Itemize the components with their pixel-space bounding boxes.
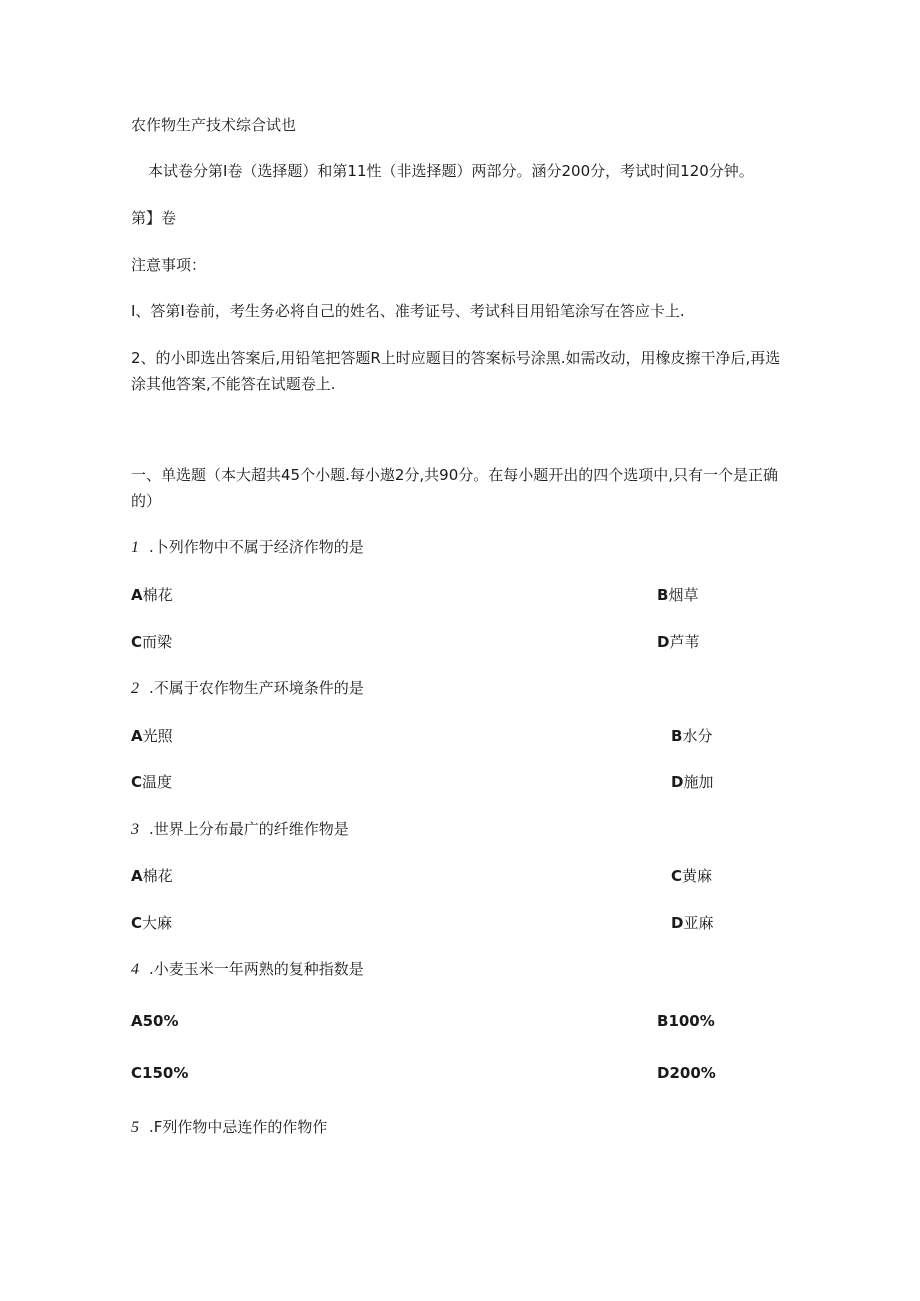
option-text: 而梁 [142, 633, 173, 651]
option-text: 光照 [142, 727, 173, 745]
option-letter: D [657, 633, 670, 651]
option-d [657, 632, 699, 652]
option-letter: D [657, 1064, 670, 1082]
option-text: 水分 [682, 727, 713, 745]
question-text: .不属于农作物生产环境条件的是 [149, 679, 364, 697]
option-c [131, 772, 172, 792]
option-text: 棉花 [142, 867, 173, 885]
question-text: .卜列作物中不属于经济作物的是 [149, 538, 364, 556]
option-d [671, 772, 713, 792]
option-text: 芦苇 [669, 633, 700, 651]
option-letter: A [131, 727, 143, 745]
option-c [131, 632, 172, 652]
option-text: 棉花 [142, 586, 173, 604]
option-letter: A [131, 1012, 143, 1030]
option-b [671, 726, 712, 746]
exam-intro: 本试卷分第I卷（选择题）和第11性（非选择题）两部分。涵分200分，考试时间120分钟。 [148, 162, 754, 180]
document-title: 农作物生产技术综合试也 [131, 116, 297, 134]
notice-item-1: I、答第I卷前，考生务必将自己的姓名、准考证号、考试科目用铅笔涂写在答应卡上. [131, 302, 685, 320]
option-text: 大麻 [142, 914, 173, 932]
question-text: .小麦玉米一年两熟的复种指数是 [149, 960, 364, 978]
option-letter: B [657, 1012, 669, 1030]
option-a [131, 585, 173, 605]
question-number: 3 [131, 821, 139, 838]
option-letter: C [131, 633, 143, 651]
question-number: 4 [131, 961, 139, 978]
option-letter: D [671, 773, 684, 791]
question-3 [131, 819, 349, 840]
notice-item-2: 2、的小即选出答案后,用铅笔把答题R上时应题目的答案标号涂黑.如需改动，用橡皮擦干净后,再选涂其他答案,不能答在试题卷上. [131, 349, 781, 393]
option-c [131, 1063, 188, 1083]
option-d [671, 913, 713, 933]
option-b [657, 585, 698, 605]
option-c [131, 913, 172, 933]
option-letter: D [671, 914, 684, 932]
question-text: .世界上分布最广的纤维作物是 [149, 820, 349, 838]
question-number: 5 [131, 1119, 139, 1136]
option-text: 100% [668, 1012, 715, 1030]
option-text: 200% [669, 1064, 716, 1082]
option-letter: A [131, 867, 143, 885]
option-letter: C [131, 773, 143, 791]
option-text: 50% [142, 1012, 179, 1030]
option-letter: C [671, 867, 683, 885]
option-letter: B [671, 727, 683, 745]
question-4 [131, 959, 364, 980]
option-d [657, 1063, 716, 1083]
option-a [131, 726, 173, 746]
option-letter: C [131, 914, 143, 932]
question-text: .F列作物中忌连作的作物作 [149, 1118, 328, 1136]
option-text: 黄麻 [682, 867, 713, 885]
option-text: 150% [142, 1064, 189, 1082]
option-a [131, 1011, 179, 1031]
section-heading: 一、单选题（本大超共45个小题.每小遨2分,共90分。在每小题开出的四个选项中,只有一个是正确的） [131, 466, 779, 510]
question-number: 1 [131, 539, 139, 556]
question-5 [131, 1117, 327, 1138]
option-letter: B [657, 586, 669, 604]
part-heading: 第】卷 [131, 209, 177, 227]
option-a [131, 866, 173, 886]
question-1 [131, 537, 364, 558]
question-2 [131, 678, 364, 699]
question-number: 2 [131, 680, 139, 697]
option-letter: A [131, 586, 143, 604]
notice-heading: 注意事项： [131, 256, 207, 274]
option-b [657, 1011, 715, 1031]
option-text: 施加 [683, 773, 714, 791]
option-text: 亚麻 [683, 914, 714, 932]
option-b [671, 866, 712, 886]
option-text: 温度 [142, 773, 173, 791]
option-text: 烟草 [668, 586, 699, 604]
option-letter: C [131, 1064, 143, 1082]
